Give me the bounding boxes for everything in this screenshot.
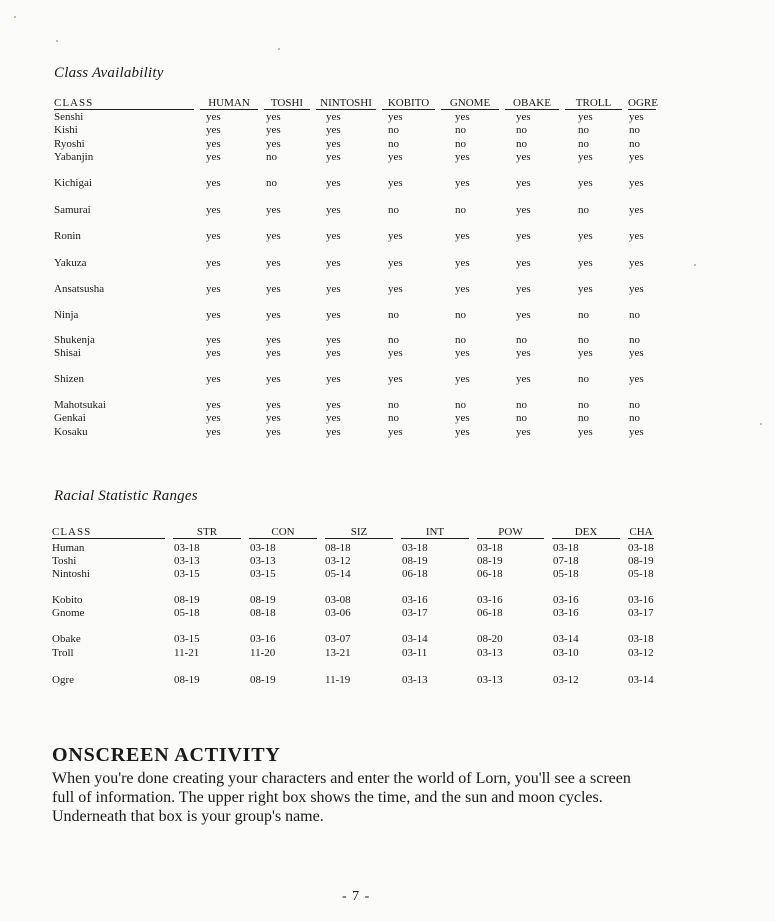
table-cell: no bbox=[516, 124, 527, 136]
body-line: When you're done creating your characters and enter the world of Lorn, you'll see a screen bbox=[52, 770, 631, 787]
paper-speck bbox=[14, 16, 16, 18]
table-cell: 03-18 bbox=[250, 542, 276, 554]
section-title: ONSCREEN ACTIVITY bbox=[52, 744, 281, 766]
table-cell: no bbox=[629, 309, 640, 321]
paper-speck bbox=[56, 40, 58, 42]
table-cell: yes bbox=[326, 426, 341, 438]
table-cell: no bbox=[516, 334, 527, 346]
table-cell: 03-14 bbox=[553, 633, 579, 645]
table-cell: yes bbox=[388, 257, 403, 269]
table-cell: 08-19 bbox=[477, 555, 503, 567]
table-cell: yes bbox=[516, 111, 531, 123]
table-cell: yes bbox=[206, 283, 221, 295]
table-cell: yes bbox=[266, 230, 281, 242]
table-cell: yes bbox=[266, 426, 281, 438]
table-cell: yes bbox=[326, 177, 341, 189]
table-cell: 03-13 bbox=[477, 647, 503, 659]
table-cell: no bbox=[388, 309, 399, 321]
table-cell: 07-18 bbox=[553, 555, 579, 567]
table-cell: yes bbox=[326, 124, 341, 136]
row-label: Human bbox=[52, 542, 85, 554]
table-cell: yes bbox=[266, 412, 281, 424]
table-cell: yes bbox=[516, 373, 531, 385]
table-cell: no bbox=[629, 124, 640, 136]
table-cell: no bbox=[455, 204, 466, 216]
table-cell: yes bbox=[326, 412, 341, 424]
table-cell: yes bbox=[326, 309, 341, 321]
table-cell: yes bbox=[206, 257, 221, 269]
table-cell: 06-18 bbox=[402, 568, 428, 580]
row-label: Kobito bbox=[52, 594, 83, 606]
table-cell: no bbox=[578, 334, 589, 346]
table-cell: 03-17 bbox=[628, 607, 654, 619]
table-cell: 03-13 bbox=[477, 674, 503, 686]
column-header: SIZ bbox=[325, 526, 393, 539]
table-cell: yes bbox=[629, 283, 644, 295]
table-cell: yes bbox=[326, 283, 341, 295]
table-cell: yes bbox=[578, 426, 593, 438]
row-label: Samurai bbox=[54, 204, 91, 216]
row-label: Mahotsukai bbox=[54, 399, 106, 411]
table-cell: yes bbox=[266, 334, 281, 346]
table-cell: 03-18 bbox=[628, 542, 654, 554]
table-cell: yes bbox=[206, 334, 221, 346]
body-line: Underneath that box is your group's name. bbox=[52, 808, 324, 825]
column-header: CLASS bbox=[52, 526, 165, 539]
table-cell: yes bbox=[455, 111, 470, 123]
table-cell: yes bbox=[326, 151, 341, 163]
table-cell: no bbox=[455, 309, 466, 321]
table-cell: 03-15 bbox=[174, 633, 200, 645]
table-cell: 08-19 bbox=[250, 674, 276, 686]
row-label: Yabanjin bbox=[54, 151, 94, 163]
row-label: Obake bbox=[52, 633, 81, 645]
table-cell: yes bbox=[206, 412, 221, 424]
table-cell: 03-16 bbox=[628, 594, 654, 606]
table-cell: yes bbox=[266, 309, 281, 321]
table-cell: yes bbox=[516, 347, 531, 359]
table-cell: yes bbox=[388, 426, 403, 438]
table-cell: yes bbox=[206, 347, 221, 359]
column-header: KOBITO bbox=[382, 97, 435, 110]
column-header: HUMAN bbox=[200, 97, 258, 110]
body-line: full of information. The upper right box shows the time, and the sun and moon cycles. bbox=[52, 789, 603, 806]
row-label: Genkai bbox=[54, 412, 86, 424]
row-label: Shisai bbox=[54, 347, 81, 359]
table-cell: no bbox=[388, 204, 399, 216]
table-cell: 05-18 bbox=[628, 568, 654, 580]
table-cell: yes bbox=[455, 426, 470, 438]
table-cell: yes bbox=[629, 177, 644, 189]
column-header: STR bbox=[173, 526, 241, 539]
table-cell: yes bbox=[516, 426, 531, 438]
table-cell: no bbox=[516, 412, 527, 424]
table-cell: yes bbox=[455, 347, 470, 359]
table-cell: yes bbox=[455, 230, 470, 242]
table-cell: yes bbox=[516, 309, 531, 321]
table-cell: no bbox=[388, 124, 399, 136]
body-paragraph bbox=[52, 769, 692, 826]
table-cell: yes bbox=[326, 257, 341, 269]
table-cell: yes bbox=[266, 257, 281, 269]
table-cell: 03-08 bbox=[325, 594, 351, 606]
column-header: OGRE bbox=[628, 97, 658, 109]
row-label: Shizen bbox=[54, 373, 84, 385]
table-cell: yes bbox=[578, 111, 593, 123]
table-cell: yes bbox=[388, 151, 403, 163]
column-header: TOSHI bbox=[264, 97, 310, 110]
paper-speck bbox=[278, 48, 280, 50]
column-header: CON bbox=[249, 526, 317, 539]
table-cell: 13-21 bbox=[325, 647, 351, 659]
table-cell: 03-13 bbox=[402, 674, 428, 686]
table-cell: yes bbox=[629, 347, 644, 359]
table-cell: yes bbox=[516, 177, 531, 189]
table-cell: 05-14 bbox=[325, 568, 351, 580]
paper-speck bbox=[760, 423, 762, 425]
table-cell: no bbox=[578, 204, 589, 216]
table-cell: yes bbox=[326, 204, 341, 216]
table-cell: no bbox=[266, 177, 277, 189]
table-cell: yes bbox=[266, 347, 281, 359]
table-cell: 08-19 bbox=[628, 555, 654, 567]
row-label: Troll bbox=[52, 647, 74, 659]
column-header: POW bbox=[477, 526, 544, 539]
table-cell: 11-19 bbox=[325, 674, 351, 686]
table-cell: 03-15 bbox=[250, 568, 276, 580]
table-cell: 03-17 bbox=[402, 607, 428, 619]
table-cell: no bbox=[388, 399, 399, 411]
column-header: TROLL bbox=[565, 97, 622, 110]
table-cell: no bbox=[455, 124, 466, 136]
table-cell: yes bbox=[578, 177, 593, 189]
table-cell: 03-18 bbox=[553, 542, 579, 554]
table-cell: no bbox=[578, 399, 589, 411]
column-header: INT bbox=[401, 526, 469, 539]
row-label: Yakuza bbox=[54, 257, 87, 269]
table-cell: no bbox=[629, 138, 640, 150]
table-cell: 03-16 bbox=[402, 594, 428, 606]
table-cell: 08-19 bbox=[250, 594, 276, 606]
row-label: Nintoshi bbox=[52, 568, 90, 580]
racial-ranges-heading: Racial Statistic Ranges bbox=[54, 488, 198, 504]
table-cell: yes bbox=[629, 204, 644, 216]
table-cell: no bbox=[455, 334, 466, 346]
column-header: DEX bbox=[552, 526, 620, 539]
table-cell: yes bbox=[455, 412, 470, 424]
row-label: Ogre bbox=[52, 674, 74, 686]
table-cell: 03-16 bbox=[553, 607, 579, 619]
table-cell: yes bbox=[326, 111, 341, 123]
table-cell: no bbox=[455, 138, 466, 150]
row-label: Toshi bbox=[52, 555, 77, 567]
table-cell: no bbox=[388, 334, 399, 346]
table-cell: yes bbox=[206, 111, 221, 123]
table-cell: yes bbox=[455, 373, 470, 385]
table-cell: yes bbox=[388, 347, 403, 359]
row-label: Kichigai bbox=[54, 177, 92, 189]
table-cell: 03-16 bbox=[250, 633, 276, 645]
row-label: Ryoshi bbox=[54, 138, 85, 150]
table-cell: yes bbox=[629, 230, 644, 242]
row-label: Ronin bbox=[54, 230, 81, 242]
table-cell: yes bbox=[578, 230, 593, 242]
table-cell: yes bbox=[206, 426, 221, 438]
table-cell: 03-16 bbox=[477, 594, 503, 606]
table-cell: 03-06 bbox=[325, 607, 351, 619]
table-cell: yes bbox=[206, 177, 221, 189]
table-cell: no bbox=[578, 309, 589, 321]
table-cell: yes bbox=[266, 399, 281, 411]
table-cell: yes bbox=[629, 111, 644, 123]
table-cell: 03-12 bbox=[325, 555, 351, 567]
table-cell: 06-18 bbox=[477, 568, 503, 580]
table-cell: yes bbox=[266, 204, 281, 216]
table-cell: no bbox=[388, 138, 399, 150]
table-cell: yes bbox=[629, 373, 644, 385]
table-cell: yes bbox=[326, 347, 341, 359]
table-cell: no bbox=[516, 138, 527, 150]
table-cell: yes bbox=[629, 151, 644, 163]
table-cell: no bbox=[629, 334, 640, 346]
row-label: Ansatsusha bbox=[54, 283, 105, 295]
table-cell: 03-11 bbox=[402, 647, 428, 659]
table-cell: 05-18 bbox=[174, 607, 200, 619]
table-cell: yes bbox=[455, 151, 470, 163]
table-cell: 03-13 bbox=[250, 555, 276, 567]
table-cell: yes bbox=[388, 111, 403, 123]
table-cell: no bbox=[629, 399, 640, 411]
table-cell: yes bbox=[206, 124, 221, 136]
row-label: Ninja bbox=[54, 309, 79, 321]
table-cell: yes bbox=[516, 257, 531, 269]
column-header: CHA bbox=[629, 526, 653, 538]
table-cell: yes bbox=[578, 151, 593, 163]
table-cell: no bbox=[578, 412, 589, 424]
table-cell: yes bbox=[326, 230, 341, 242]
table-cell: 11-21 bbox=[174, 647, 200, 659]
table-cell: yes bbox=[266, 283, 281, 295]
table-cell: 08-18 bbox=[325, 542, 351, 554]
table-cell: yes bbox=[455, 177, 470, 189]
table-cell: no bbox=[266, 151, 277, 163]
table-cell: no bbox=[629, 412, 640, 424]
table-cell: yes bbox=[206, 204, 221, 216]
table-cell: yes bbox=[326, 399, 341, 411]
table-cell: yes bbox=[206, 138, 221, 150]
page-number: - 7 - bbox=[342, 889, 371, 904]
table-cell: yes bbox=[266, 138, 281, 150]
table-cell: yes bbox=[206, 309, 221, 321]
table-cell: 03-13 bbox=[174, 555, 200, 567]
table-cell: 08-19 bbox=[174, 674, 200, 686]
table-cell: yes bbox=[326, 373, 341, 385]
table-cell: yes bbox=[516, 283, 531, 295]
table-cell: yes bbox=[578, 283, 593, 295]
row-label: Kishi bbox=[54, 124, 78, 136]
column-header: NINTOSHI bbox=[316, 97, 376, 110]
table-cell: no bbox=[388, 412, 399, 424]
table-cell: yes bbox=[629, 257, 644, 269]
table-cell: yes bbox=[206, 399, 221, 411]
table-cell: yes bbox=[326, 334, 341, 346]
table-cell: yes bbox=[388, 177, 403, 189]
table-cell: 03-18 bbox=[628, 633, 654, 645]
table-cell: yes bbox=[455, 257, 470, 269]
table-cell: yes bbox=[388, 230, 403, 242]
class-availability-heading: Class Availability bbox=[54, 65, 164, 81]
column-header: OBAKE bbox=[505, 97, 559, 110]
table-cell: 08-19 bbox=[402, 555, 428, 567]
table-cell: yes bbox=[629, 426, 644, 438]
paper-speck bbox=[694, 264, 696, 266]
table-cell: yes bbox=[516, 151, 531, 163]
table-cell: 03-07 bbox=[325, 633, 351, 645]
table-cell: 03-18 bbox=[174, 542, 200, 554]
table-cell: no bbox=[578, 124, 589, 136]
table-cell: 03-18 bbox=[477, 542, 503, 554]
table-cell: yes bbox=[578, 257, 593, 269]
table-cell: yes bbox=[206, 373, 221, 385]
table-cell: 06-18 bbox=[477, 607, 503, 619]
table-cell: 03-16 bbox=[553, 594, 579, 606]
row-label: Senshi bbox=[54, 111, 84, 123]
table-cell: yes bbox=[578, 347, 593, 359]
table-cell: 08-20 bbox=[477, 633, 503, 645]
table-cell: yes bbox=[455, 283, 470, 295]
table-cell: no bbox=[516, 399, 527, 411]
table-cell: yes bbox=[266, 373, 281, 385]
table-cell: 08-18 bbox=[250, 607, 276, 619]
table-cell: 11-20 bbox=[250, 647, 276, 659]
table-cell: yes bbox=[516, 230, 531, 242]
table-cell: 05-18 bbox=[553, 568, 579, 580]
table-cell: yes bbox=[388, 373, 403, 385]
table-cell: yes bbox=[326, 138, 341, 150]
table-cell: 08-19 bbox=[174, 594, 200, 606]
table-cell: 03-10 bbox=[553, 647, 579, 659]
column-header: CLASS bbox=[54, 97, 194, 110]
table-cell: no bbox=[578, 138, 589, 150]
table-cell: no bbox=[455, 399, 466, 411]
table-cell: yes bbox=[206, 230, 221, 242]
table-cell: yes bbox=[388, 283, 403, 295]
row-label: Kosaku bbox=[54, 426, 88, 438]
table-cell: yes bbox=[266, 111, 281, 123]
row-label: Shukenja bbox=[54, 334, 95, 346]
table-cell: 03-14 bbox=[402, 633, 428, 645]
table-cell: 03-15 bbox=[174, 568, 200, 580]
column-header: GNOME bbox=[441, 97, 499, 110]
table-cell: 03-18 bbox=[402, 542, 428, 554]
table-cell: yes bbox=[206, 151, 221, 163]
table-cell: no bbox=[578, 373, 589, 385]
row-label: Gnome bbox=[52, 607, 85, 619]
table-cell: 03-12 bbox=[628, 647, 654, 659]
table-cell: 03-12 bbox=[553, 674, 579, 686]
table-cell: yes bbox=[266, 124, 281, 136]
table-cell: yes bbox=[516, 204, 531, 216]
table-cell: 03-14 bbox=[628, 674, 654, 686]
